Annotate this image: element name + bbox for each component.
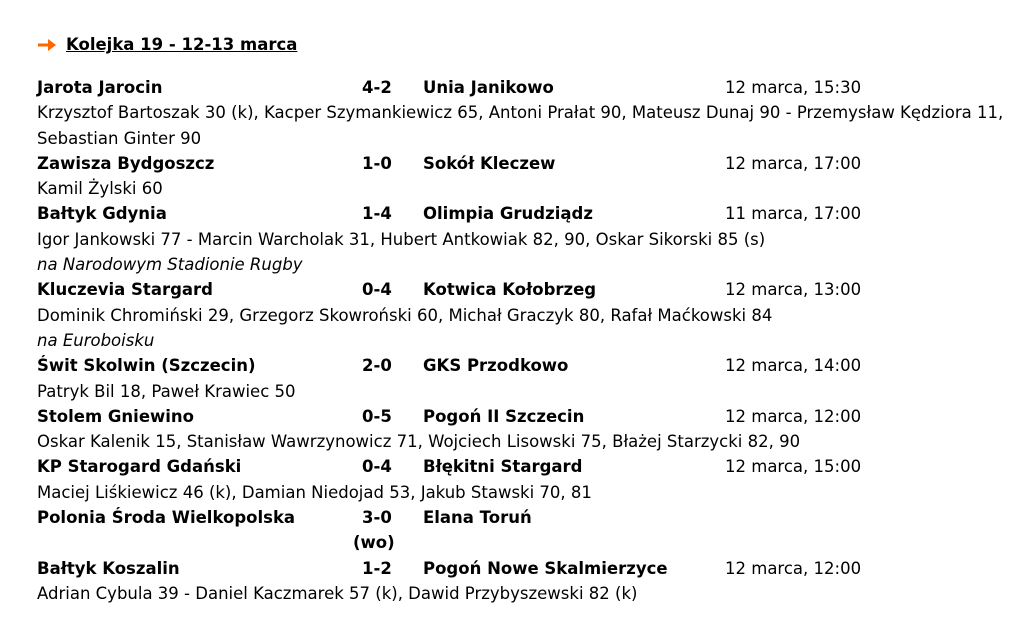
match-row xyxy=(37,151,1014,176)
goal-scorers: Igor Jankowski 77 - Marcin Warcholak 31, Hubert Antkowiak 82, 90, Oskar Sikorski 85 (s) xyxy=(37,229,766,249)
match-datetime: 12 marca, 14:00 xyxy=(725,356,862,376)
goal-scorers: Kamil Żylski 60 xyxy=(37,179,163,199)
match-datetime: 11 marca, 17:00 xyxy=(725,204,862,224)
goal-scorers: Krzysztof Bartoszak 30 (k), Kacper Szymankiewicz 65, Antoni Prałat 90, Mateusz Dunaj 90 - Przemysław Kędziora 11, Sebastian Ginter 90 xyxy=(37,103,1004,148)
goal-scorers: Dominik Chromiński 29, Grzegorz Skowroński 60, Michał Graczyk 80, Rafał Maćkowski 84 xyxy=(37,305,773,325)
match-score: 4-2 xyxy=(362,78,392,97)
match-datetime: 12 marca, 12:00 xyxy=(725,558,862,578)
match-row xyxy=(37,353,1014,378)
match-list xyxy=(37,75,1014,606)
away-team: Sokół Kleczew xyxy=(423,153,556,173)
match-row xyxy=(37,201,1014,226)
match-row xyxy=(37,556,1014,581)
away-team: Błękitni Stargard xyxy=(423,457,583,477)
home-team: KP Starogard Gdański xyxy=(37,457,242,477)
match-score: 1-4 xyxy=(362,204,392,224)
away-team: Olimpia Grudziądz xyxy=(423,204,593,224)
away-team: Elana Toruń xyxy=(423,508,532,528)
match-score: 0-5 xyxy=(362,406,392,426)
match-datetime xyxy=(725,505,925,530)
match-score: 0-4 xyxy=(362,280,392,300)
score-note: (wo) xyxy=(353,533,395,553)
match-datetime: 12 marca, 15:00 xyxy=(725,457,862,477)
match-datetime: 12 marca, 15:30 xyxy=(725,78,862,97)
home-team: Stolem Gniewino xyxy=(37,406,195,426)
home-team: Jarota Jarocin xyxy=(37,78,163,97)
match-score: 1-2 xyxy=(362,558,392,578)
match-score: 2-0 xyxy=(362,356,392,376)
match-row xyxy=(37,454,1014,479)
home-team: Bałtyk Gdynia xyxy=(37,204,167,224)
round-header xyxy=(37,32,1014,58)
match-datetime: 12 marca, 12:00 xyxy=(725,406,862,426)
match-datetime: 12 marca, 17:00 xyxy=(725,153,862,173)
match-score: 1-0 xyxy=(362,153,392,173)
goal-scorers: Maciej Liśkiewicz 46 (k), Damian Niedojad 53, Jakub Stawski 70, 81 xyxy=(37,482,592,502)
goal-scorers: Patryk Bil 18, Paweł Krawiec 50 xyxy=(37,381,296,401)
goal-scorers: Adrian Cybula 39 - Daniel Kaczmarek 57 (k), Dawid Przybyszewski 82 (k) xyxy=(37,583,638,603)
away-team: Pogoń II Szczecin xyxy=(423,406,585,426)
home-team: Świt Skolwin (Szczecin) xyxy=(37,356,256,376)
home-team: Bałtyk Koszalin xyxy=(37,558,180,578)
round-title-link[interactable]: Kolejka 19 - 12-13 marca xyxy=(66,35,298,55)
match-row xyxy=(37,404,1014,429)
home-team: Zawisza Bydgoszcz xyxy=(37,153,215,173)
away-team: Kotwica Kołobrzeg xyxy=(423,280,597,300)
match-datetime: 12 marca, 13:00 xyxy=(725,280,862,300)
match-row xyxy=(37,277,1014,302)
away-team: Unia Janikowo xyxy=(423,78,554,97)
match-row xyxy=(37,505,1014,530)
arrow-right-icon xyxy=(37,37,57,53)
away-team: GKS Przodkowo xyxy=(423,356,569,376)
away-team: Pogoń Nowe Skalmierzyce xyxy=(423,558,668,578)
match-score: 3-0 xyxy=(362,508,392,528)
home-team: Polonia Środa Wielkopolska xyxy=(37,508,296,528)
match-venue: na Euroboisku xyxy=(37,330,155,350)
match-venue: na Narodowym Stadionie Rugby xyxy=(37,255,303,275)
home-team: Kluczevia Stargard xyxy=(37,280,213,300)
match-row xyxy=(37,75,1014,100)
match-score: 0-4 xyxy=(362,457,392,477)
goal-scorers: Oskar Kalenik 15, Stanisław Wawrzynowicz 71, Wojciech Lisowski 75, Błażej Starzycki 82, 90 xyxy=(37,432,801,452)
